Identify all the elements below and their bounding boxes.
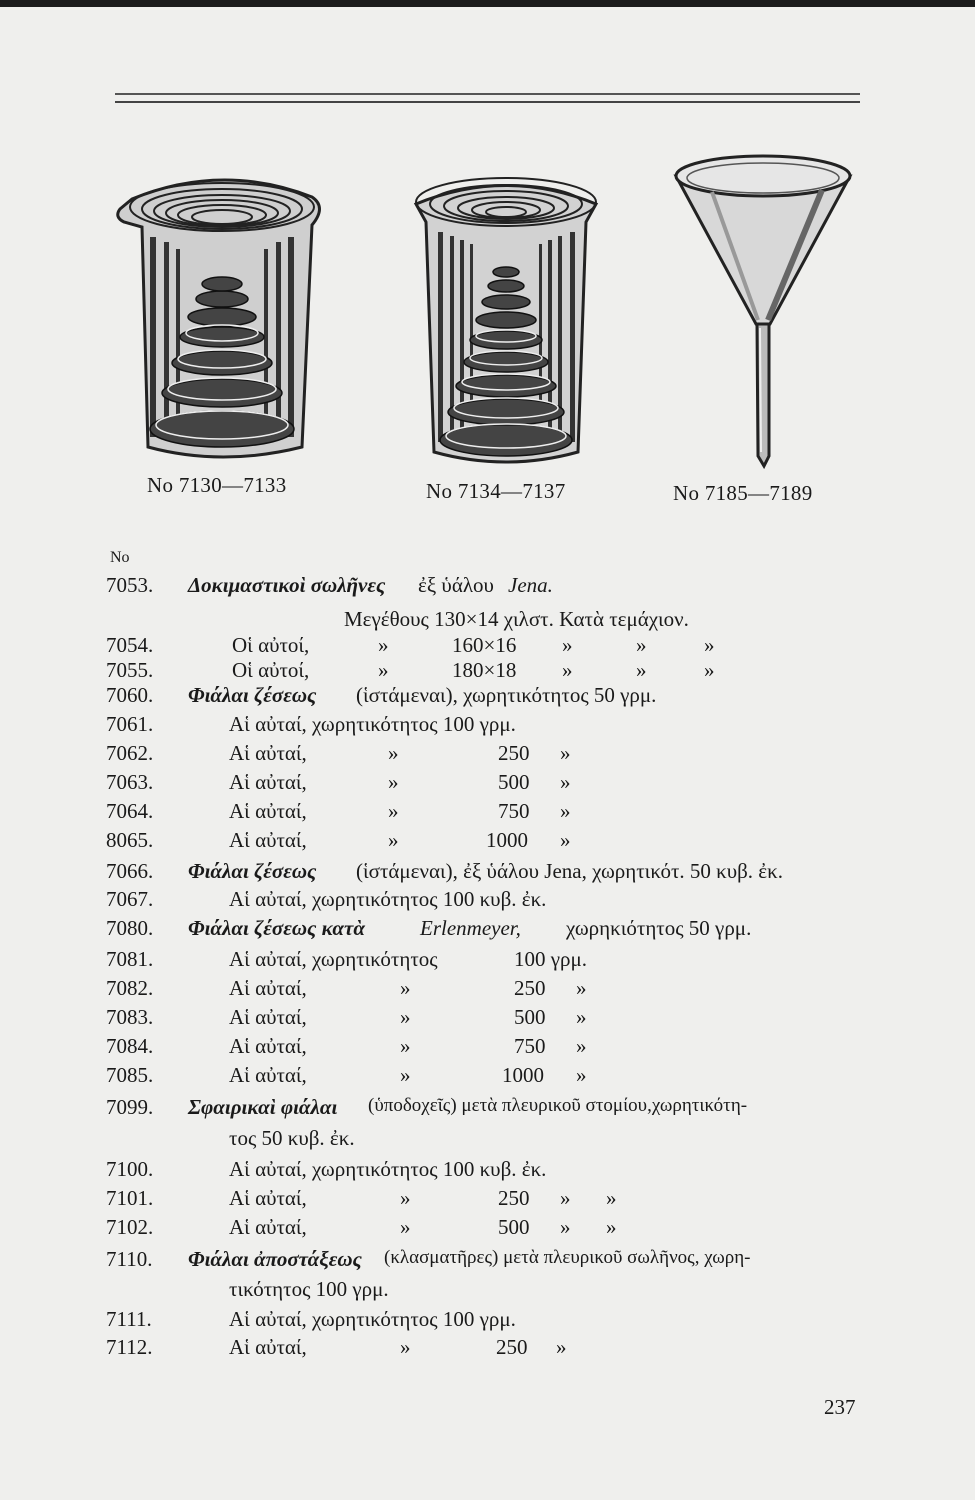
item-number: 7082. — [106, 976, 154, 1000]
catalog-row-7066 — [0, 859, 975, 888]
catalog-row-7102 — [0, 1215, 975, 1244]
item-size: 750 — [498, 799, 530, 823]
item-desc: ἐξ ὑάλου — [418, 573, 494, 597]
item-size: 500 — [514, 1005, 546, 1029]
page-number: 237 — [824, 1395, 856, 1419]
catalog-row-7111 — [0, 1307, 975, 1336]
figure-caption-1: No 7130—7133 — [147, 473, 287, 497]
top-rule — [115, 93, 860, 95]
ditto-mark: » — [556, 1335, 567, 1359]
ditto-mark: » — [704, 633, 715, 657]
ditto-mark: » — [400, 1215, 411, 1239]
ditto-mark: » — [576, 1063, 587, 1087]
item-size: 250 — [496, 1335, 528, 1359]
item-desc: Μεγέθους 130×14 χιλστ. Κατὰ τεμάχιον. — [344, 607, 689, 631]
top-rule-secondary — [115, 101, 860, 103]
item-desc: Αἱ αὐταί, — [229, 976, 307, 1000]
item-desc: Αἱ αὐταί, — [229, 1215, 307, 1239]
item-title: Φιάλαι ἀποστάξεως — [188, 1247, 362, 1271]
catalog-row-7060 — [0, 683, 975, 712]
ditto-mark: » — [636, 658, 647, 682]
nested-beakers-no-spout-icon — [410, 172, 602, 472]
item-desc: τος 50 κυβ. ἐκ. — [229, 1126, 355, 1150]
catalog-row-7053-cont — [0, 607, 975, 636]
item-desc: (ἱστάμεναι), χωρητικότητος 50 γρμ. — [356, 683, 657, 707]
item-size: 160×16 — [452, 633, 517, 657]
ditto-mark: » — [400, 1063, 411, 1087]
ditto-mark: » — [560, 770, 571, 794]
ditto-mark: » — [606, 1215, 617, 1239]
ditto-mark: » — [388, 799, 399, 823]
item-number: 7061. — [106, 712, 154, 736]
item-desc: τικότητος 100 γρμ. — [229, 1277, 389, 1301]
catalog-row-7064 — [0, 799, 975, 828]
item-title: Δοκιμαστικοὶ σωλῆνες — [188, 573, 386, 597]
ditto-mark: » — [400, 1335, 411, 1359]
item-size: 750 — [514, 1034, 546, 1058]
figure-caption-2: No 7134—7137 — [426, 479, 566, 503]
catalog-row-7110-cont — [0, 1277, 975, 1306]
item-desc: Αἱ αὐταί, — [229, 1063, 307, 1087]
item-desc: Αἱ αὐταί, χωρητικότητος 100 γρμ. — [229, 712, 516, 736]
item-desc: Αἱ αὐταί, — [229, 1186, 307, 1210]
item-title: Φιάλαι ζέσεως — [188, 859, 317, 883]
item-size: 100 γρμ. — [514, 947, 588, 971]
ditto-mark: » — [400, 1034, 411, 1058]
item-number: 7066. — [106, 859, 154, 883]
item-number: 7080. — [106, 916, 154, 940]
item-desc: (κλασματῆρες) μετὰ πλευρικοῦ σωλῆνος, χωρη- — [384, 1247, 751, 1268]
item-size: 180×18 — [452, 658, 517, 682]
ditto-mark: » — [560, 828, 571, 852]
catalog-row-7053 — [0, 573, 975, 602]
ditto-mark: » — [560, 799, 571, 823]
item-size: 1000 — [486, 828, 528, 852]
nested-beakers-icon — [112, 167, 332, 467]
item-size: 250 — [498, 1186, 530, 1210]
ditto-mark: » — [388, 741, 399, 765]
ditto-mark: » — [560, 741, 571, 765]
item-desc: Αἱ αὐταί, — [229, 770, 307, 794]
item-size: 1000 — [502, 1063, 544, 1087]
item-desc: Αἱ αὐταί, χωρητικότητος 100 κυβ. ἐκ. — [229, 1157, 547, 1181]
item-number: 7102. — [106, 1215, 154, 1239]
catalog-row-7110 — [0, 1247, 975, 1276]
ditto-mark: » — [378, 633, 389, 657]
catalog-row-7082 — [0, 976, 975, 1005]
item-size: 250 — [498, 741, 530, 765]
item-number: 7111. — [106, 1307, 152, 1331]
catalog-row-8065 — [0, 828, 975, 857]
catalog-row-7061 — [0, 712, 975, 741]
item-number: 7062. — [106, 741, 154, 765]
item-number: 7110. — [106, 1247, 153, 1271]
ditto-mark: » — [560, 1186, 571, 1210]
ditto-mark: » — [388, 770, 399, 794]
ditto-mark: » — [576, 976, 587, 1000]
ditto-mark: » — [388, 828, 399, 852]
item-title: Φιάλαι ζέσεως κατὰ — [188, 916, 365, 940]
item-number: 7085. — [106, 1063, 154, 1087]
item-number: 7081. — [106, 947, 154, 971]
ditto-mark: » — [576, 1005, 587, 1029]
item-title: Σφαιρικαὶ φιάλαι — [188, 1095, 338, 1119]
item-number: 7099. — [106, 1095, 154, 1119]
catalog-row-7067 — [0, 887, 975, 916]
item-desc: Αἱ αὐταί, — [229, 1034, 307, 1058]
catalog-row-7099 — [0, 1095, 975, 1124]
ditto-mark: » — [704, 658, 715, 682]
item-desc: Αἱ αὐταί, — [229, 828, 307, 852]
item-brand: Jena. — [508, 573, 553, 597]
item-brand: Erlenmeyer, — [420, 916, 521, 940]
item-desc: Οἱ αὐτοί, — [232, 658, 310, 682]
ditto-mark: » — [562, 633, 573, 657]
item-desc: (ὑποδοχεῖς) μετὰ πλευρικοῦ στομίου,χωρητικότη- — [368, 1095, 748, 1116]
item-number: 7064. — [106, 799, 154, 823]
catalog-row-7100 — [0, 1157, 975, 1186]
item-desc: Αἱ αὐταί, — [229, 799, 307, 823]
item-number: 7100. — [106, 1157, 154, 1181]
catalog-row-7084 — [0, 1034, 975, 1063]
catalog-row-7063 — [0, 770, 975, 799]
ditto-mark: » — [562, 658, 573, 682]
ditto-mark: » — [576, 1034, 587, 1058]
item-desc: Αἱ αὐταί, χωρητικότητος — [229, 947, 438, 971]
item-desc: Αἱ αὐταί, — [229, 1005, 307, 1029]
item-number: 7054. — [106, 633, 154, 657]
item-size: 250 — [514, 976, 546, 1000]
item-number: 7112. — [106, 1335, 153, 1359]
item-size: 500 — [498, 1215, 530, 1239]
ditto-mark: » — [606, 1186, 617, 1210]
ditto-mark: » — [400, 1005, 411, 1029]
item-number: 7063. — [106, 770, 154, 794]
item-number: 7067. — [106, 887, 154, 911]
ditto-mark: » — [560, 1215, 571, 1239]
catalog-row-7080 — [0, 916, 975, 945]
ditto-mark: » — [378, 658, 389, 682]
item-number: 8065. — [106, 828, 154, 852]
item-number: 7083. — [106, 1005, 154, 1029]
catalog-row-7101 — [0, 1186, 975, 1215]
item-title: Φιάλαι ζέσεως — [188, 683, 317, 707]
item-number: 7055. — [106, 658, 154, 682]
catalog-row-7112 — [0, 1335, 975, 1364]
number-column-header: No — [110, 549, 130, 566]
item-desc: Αἱ αὐταί, — [229, 1335, 307, 1359]
catalog-row-7062 — [0, 741, 975, 770]
item-desc: Αἱ αὐταί, χωρητικότητος 100 κυβ. ἐκ. — [229, 887, 547, 911]
ditto-mark: » — [636, 633, 647, 657]
item-desc: (ἱστάμεναι), ἐξ ὑάλου Jena, χωρητικότ. 50 κυβ. ἐκ. — [356, 859, 783, 883]
figure-caption-3: No 7185—7189 — [673, 481, 813, 505]
catalog-row-7081 — [0, 947, 975, 976]
ditto-mark: » — [400, 976, 411, 1000]
item-desc: Αἱ αὐταί, χωρητικότητος 100 γρμ. — [229, 1307, 516, 1331]
item-number: 7053. — [106, 573, 154, 597]
item-desc: Οἱ αὐτοί, — [232, 633, 310, 657]
catalog-row-7085 — [0, 1063, 975, 1092]
ditto-mark: » — [400, 1186, 411, 1210]
item-desc: Αἱ αὐταί, — [229, 741, 307, 765]
item-number: 7101. — [106, 1186, 154, 1210]
catalog-row-7083 — [0, 1005, 975, 1034]
item-number: 7084. — [106, 1034, 154, 1058]
item-size: 500 — [498, 770, 530, 794]
item-number: 7060. — [106, 683, 154, 707]
item-desc: χωρηκιότητος 50 γρμ. — [566, 916, 752, 940]
funnel-icon — [672, 152, 854, 472]
catalog-row-7099-cont — [0, 1126, 975, 1155]
